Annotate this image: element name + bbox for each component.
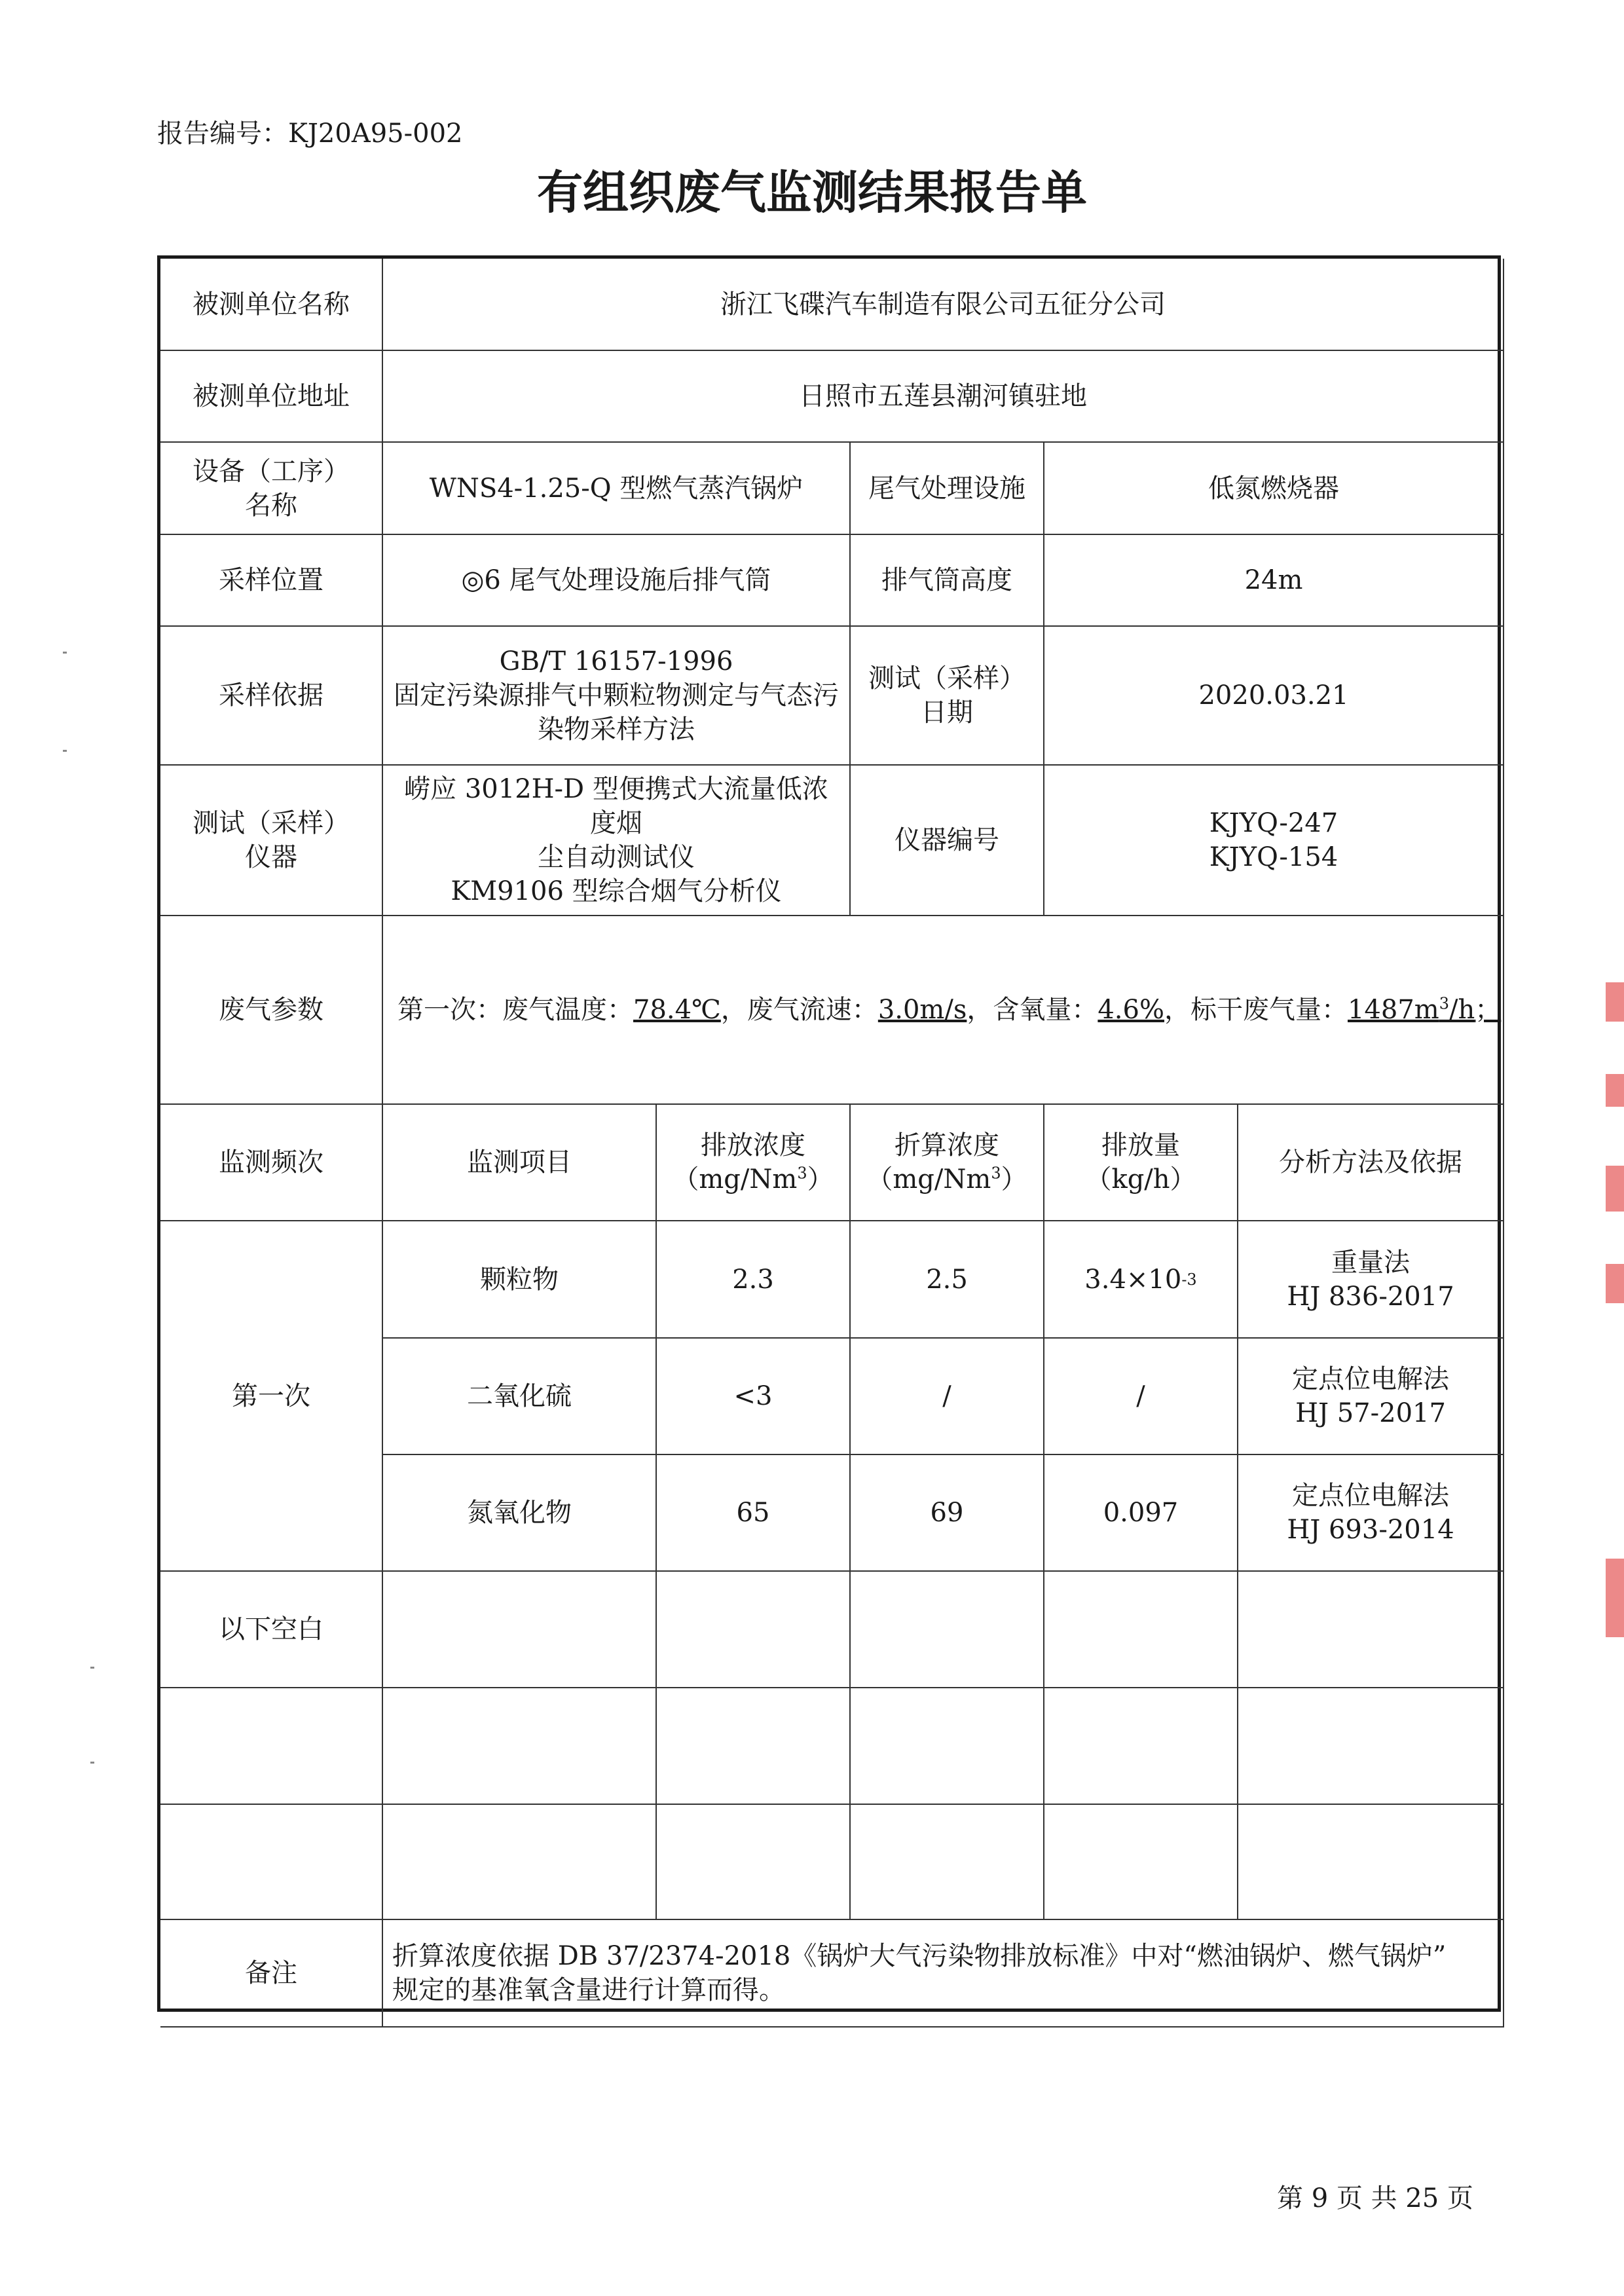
- col-header-converted-conc: [851, 1105, 1044, 1221]
- gas-oxygen: 4.6%: [1098, 995, 1164, 1025]
- gas-params-end: ；: [1475, 995, 1502, 1025]
- table-row-method: 定点位电解法 HJ 693-2014: [1238, 1455, 1504, 1572]
- gas-flow: [1348, 993, 1501, 1027]
- table-row-item: 氮氧化物: [383, 1455, 657, 1572]
- blank-cell: [1238, 1688, 1504, 1805]
- sampling-basis-value: GB/T 16157-1996 固定污染源排气中颗粒物测定与气态污 染物采样方法: [383, 627, 851, 766]
- rate-base: 0.097: [1103, 1498, 1179, 1528]
- col-header-emission-conc: [657, 1105, 851, 1221]
- instrument-value: 崂应 3012H-D 型便携式大流量低浓度烟 尘自动测试仪 KM9106 型综合烟气分析仪: [383, 766, 851, 916]
- table-row-method: 重量法 HJ 836-2017: [1238, 1221, 1504, 1339]
- blank-cell: [657, 1688, 851, 1805]
- emission-conc-sup: 3: [797, 1164, 807, 1183]
- monitoring-report-table: [157, 255, 1501, 2012]
- scan-speck: [63, 750, 67, 752]
- table-row-item: 颗粒物: [383, 1221, 657, 1339]
- table-row-item: 二氧化硫: [383, 1339, 657, 1455]
- test-date-label: 测试（采样） 日期: [851, 627, 1044, 766]
- remarks-label: 备注: [160, 1920, 383, 2028]
- gas-params-prefix: 第一次：废气温度：: [397, 995, 633, 1025]
- table-row-converted-conc: /: [851, 1339, 1044, 1455]
- blank-cell: [383, 1688, 657, 1805]
- scan-speck: [63, 652, 67, 654]
- gas-flow-value: 1487m: [1347, 995, 1439, 1025]
- equipment-label: 设备（工序） 名称: [160, 443, 383, 535]
- treatment-value: 低氮燃烧器: [1044, 443, 1504, 535]
- stamp-edge-mark: [1606, 1559, 1624, 1637]
- converted-conc-title: 折算浓度: [894, 1130, 999, 1160]
- gas-params-value: [383, 916, 1504, 1105]
- gas-params-label: 废气参数: [160, 916, 383, 1105]
- treatment-label: 尾气处理设施: [851, 443, 1044, 535]
- rate-base: /: [1136, 1381, 1145, 1411]
- unit-name-value: 浙江飞碟汽车制造有限公司五征分公司: [383, 259, 1504, 351]
- table-row-emission-rate: 3.4×10 -3: [1044, 1221, 1238, 1339]
- emission-conc-close: ）: [807, 1164, 834, 1194]
- unit-address-value: 日照市五莲县潮河镇驻地: [383, 351, 1504, 443]
- test-date-value: 2020.03.21: [1044, 627, 1504, 766]
- col-header-method: 分析方法及依据: [1238, 1105, 1504, 1221]
- col-header-frequency: 监测频次: [160, 1105, 383, 1221]
- stack-height-label: 排气筒高度: [851, 535, 1044, 627]
- blank-cell: [160, 1688, 383, 1805]
- stack-height-value: 24m: [1044, 535, 1504, 627]
- page-number: 第 9 页 共 25 页: [1277, 2183, 1473, 2213]
- sampling-basis-label: 采样依据: [160, 627, 383, 766]
- table-row-emission-conc: 65: [657, 1455, 851, 1572]
- instrument-id-value: KJYQ-247 KJYQ-154: [1044, 766, 1504, 916]
- sampling-position-label: 采样位置: [160, 535, 383, 627]
- unit-address-label: 被测单位地址: [160, 351, 383, 443]
- converted-conc-close: ）: [1001, 1164, 1027, 1194]
- table-row-emission-conc: <3: [657, 1339, 851, 1455]
- converted-conc-unit: （mg/Nm: [866, 1164, 991, 1194]
- frequency-first: 第一次: [160, 1221, 383, 1572]
- table-row-emission-rate: [1044, 1455, 1238, 1572]
- blank-cell: [657, 1572, 851, 1688]
- blank-cell: [851, 1688, 1044, 1805]
- gas-params-sep-flow: ，标干废气量：: [1164, 995, 1348, 1025]
- gas-params-sep-oxygen: ，含氧量：: [967, 995, 1098, 1025]
- table-row-method: 定点位电解法 HJ 57-2017: [1238, 1339, 1504, 1455]
- blank-label: 以下空白: [160, 1572, 383, 1688]
- blank-cell: [1044, 1572, 1238, 1688]
- gas-velocity: 3.0m/s: [877, 995, 967, 1025]
- sampling-position-value: ◎6 尾气处理设施后排气筒: [383, 535, 851, 627]
- converted-conc-sup: 3: [991, 1164, 1001, 1183]
- equipment-value: WNS4-1.25-Q 型燃气蒸汽锅炉: [383, 443, 851, 535]
- blank-cell: [160, 1805, 383, 1920]
- instrument-id-label: 仪器编号: [851, 766, 1044, 916]
- blank-cell: [657, 1805, 851, 1920]
- table-row-emission-conc: 2.3: [657, 1221, 851, 1339]
- col-header-item: 监测项目: [383, 1105, 657, 1221]
- blank-cell: [851, 1805, 1044, 1920]
- stamp-edge-mark: [1606, 982, 1624, 1022]
- instrument-label: 测试（采样） 仪器: [160, 766, 383, 916]
- blank-cell: [1238, 1572, 1504, 1688]
- blank-cell: [851, 1572, 1044, 1688]
- table-row-converted-conc: 2.5: [851, 1221, 1044, 1339]
- emission-conc-title: 排放浓度: [700, 1130, 805, 1160]
- stamp-edge-mark: [1606, 1264, 1624, 1303]
- stamp-edge-mark: [1606, 1074, 1624, 1107]
- report-title: 有组织废气监测结果报告单: [537, 166, 1087, 219]
- gas-temperature: 78.4℃: [633, 995, 721, 1025]
- stamp-edge-mark: [1606, 1166, 1624, 1212]
- remarks-text: 折算浓度依据 DB 37/2374-2018《锅炉大气污染物排放标准》中对“燃油锅炉、燃气锅炉” 规定的基准氧含量进行计算而得。: [383, 1920, 1504, 2028]
- blank-cell: [1044, 1688, 1238, 1805]
- scan-speck: [90, 1762, 94, 1764]
- blank-cell: [1238, 1805, 1504, 1920]
- gas-flow-sup: 3: [1439, 994, 1449, 1013]
- blank-cell: [383, 1805, 657, 1920]
- gas-flow-unit: /h: [1449, 995, 1475, 1025]
- emission-conc-unit: （mg/Nm: [673, 1164, 798, 1194]
- scan-speck: [90, 1667, 94, 1669]
- rate-base: 3.4×10: [1084, 1264, 1182, 1295]
- blank-cell: [383, 1572, 657, 1688]
- col-header-emission-rate: 排放量 （kg/h）: [1044, 1105, 1238, 1221]
- gas-params-sep-velocity: ，废气流速：: [720, 995, 878, 1025]
- blank-cell: [1044, 1805, 1238, 1920]
- table-row-emission-rate: [1044, 1339, 1238, 1455]
- report-number: 报告编号：KJ20A95-002: [157, 119, 463, 149]
- unit-name-label: 被测单位名称: [160, 259, 383, 351]
- table-row-converted-conc: 69: [851, 1455, 1044, 1572]
